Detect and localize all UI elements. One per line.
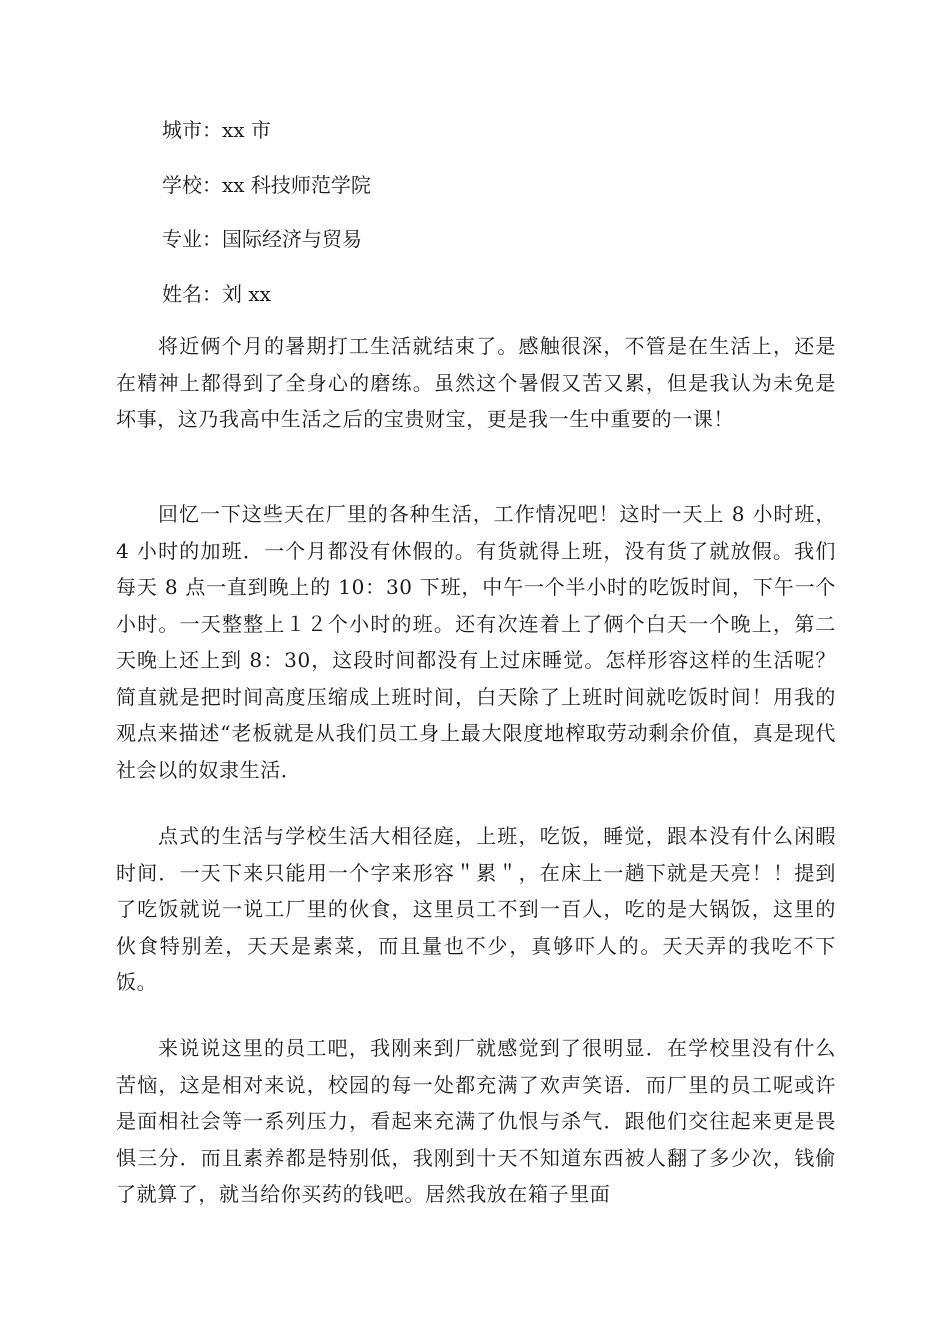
paragraph-coworkers: 来说说这里的员工吧，我刚来到厂就感觉到了很明显．在学校里没有什么苦恼，这是相对来说，校园的每一处都充满了欢声笑语．而厂里的员工呢或许是面相社会等一系列压力，看起来充满了仇恨与杀气．跟他们交往起来更是畏惧三分．而且素养都是特别低，我刚到十天不知道东西被人翻了多少次，钱偷了就算了，就当给你买药的钱吧。居然我放在箱子里面: [116, 1036, 836, 1206]
major-field: 专业：国际经济与贸易: [162, 227, 362, 251]
paragraph-work-hours: 回忆一下这些天在厂里的各种生活，工作情况吧！这时一天上 8 小时班，4 小时的加班．一个月都没有休假的。有货就得上班，没有货了就放假。我们每天 8 点一直到晚上的 10：30 下班，中午一个半小时的吃饭时间，下午一个小时。一天整整上１２个小时的班。还有次连着上了俩个白天一个晚上，第二天晚上还上到 8：30，这段时间都没有上过床睡觉。怎样形容这样的生活呢？简直就是把时间高度压缩成上班时间，白天除了上班时间就吃饭时间！用我的观点来描述“老板就是从我们员工身上最大限度地榨取劳动剩余价值，真是现代社会以的奴隶生活．: [116, 502, 836, 782]
paragraph-daily-life: 点式的生活与学校生活大相径庭，上班，吃饭，睡觉，跟本没有什么闲暇时间．一天下来只能用一个字来形容＂累＂，在床上一趟下就是天亮！！提到了吃饭就说一说工厂里的伙食，这里员工不到一百人，吃的是大锅饭，这里的伙食特别差，天天是素菜，而且量也不少，真够吓人的。天天弄的我吃不下饭。: [116, 824, 836, 994]
name-field: 姓名：刘 xx: [162, 282, 271, 306]
paragraph-intro: 将近俩个月的暑期打工生活就结束了。感触很深，不管是在生活上，还是在精神上都得到了全身心的磨练。虽然这个暑假又苦又累，但是我认为未免是坏事，这乃我高中生活之后的宝贵财宝，更是我一生中重要的一课！: [116, 334, 836, 431]
city-field: 城市：xx 市: [162, 118, 271, 142]
school-field: 学校：xx 科技师范学院: [162, 173, 371, 197]
